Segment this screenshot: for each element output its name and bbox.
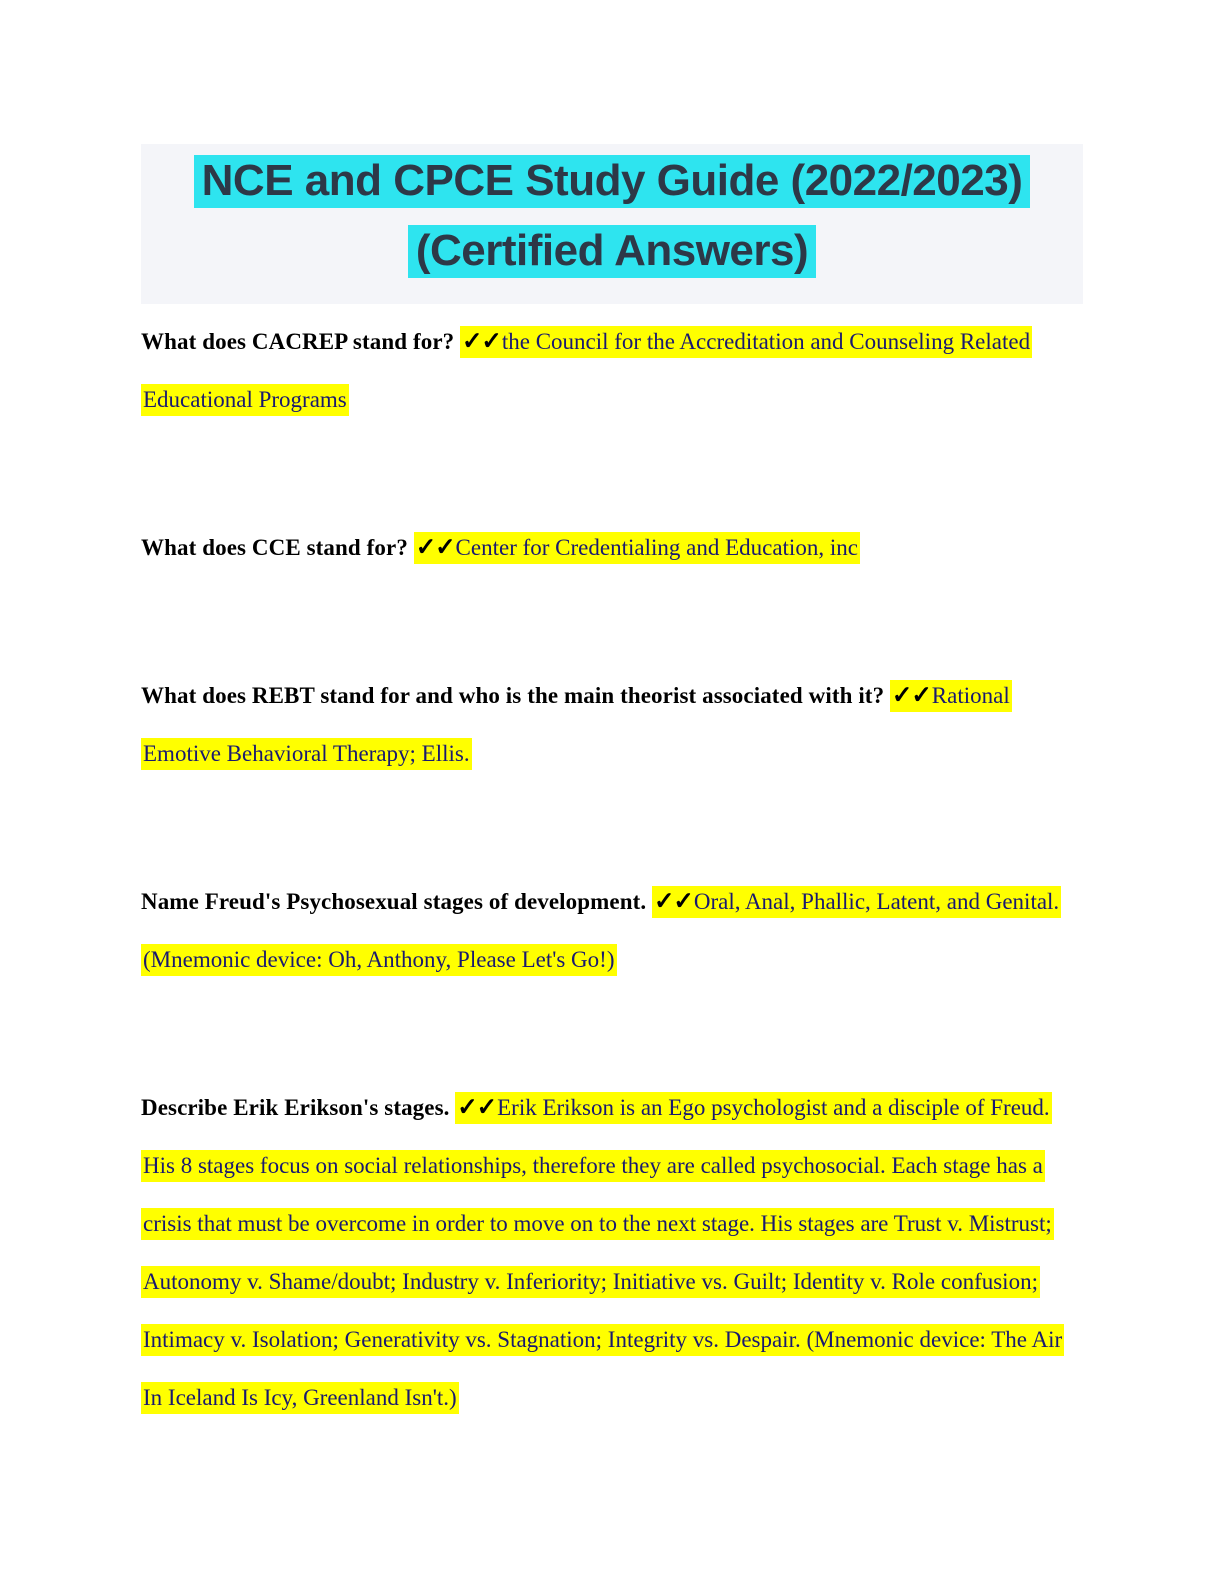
title-highlight: (Certified Answers) xyxy=(408,225,816,278)
qa-item-3 xyxy=(141,667,1083,783)
answer-text: the Council for the Accreditation and Counseling Related Educational Programs xyxy=(143,329,1031,412)
answer-text: Oral, Anal, Phallic, Latent, and Genital. (Mnemonic device: Oh, Anthony, Please Let's Go!) xyxy=(143,889,1060,972)
page-content xyxy=(141,144,1083,1427)
question-text: What does CACREP stand for? xyxy=(141,329,455,354)
page-title-line-2 xyxy=(141,216,1083,286)
question-text: Name Freud's Psychosexual stages of development. xyxy=(141,889,647,914)
qa-item-1 xyxy=(141,313,1083,429)
double-checkmark-icon: ✓✓ xyxy=(653,888,693,915)
qa-item-2 xyxy=(141,519,1083,577)
answer-text: Center for Credentialing and Education, inc xyxy=(455,535,858,560)
question-text: What does REBT stand for and who is the main theorist associated with it? xyxy=(141,683,885,708)
page-title-line-1 xyxy=(141,146,1083,216)
answer-highlight xyxy=(141,1092,1064,1414)
question-text: What does CCE stand for? xyxy=(141,535,408,560)
title-block xyxy=(141,144,1083,304)
double-checkmark-icon: ✓✓ xyxy=(457,1094,497,1121)
answer-highlight xyxy=(414,532,860,564)
qa-item-4 xyxy=(141,873,1083,989)
answer-text: Rational Emotive Behavioral Therapy; Ellis. xyxy=(143,683,1010,766)
double-checkmark-icon: ✓✓ xyxy=(415,534,455,561)
title-highlight: NCE and CPCE Study Guide (2022/2023) xyxy=(194,155,1031,208)
double-checkmark-icon: ✓✓ xyxy=(891,682,931,709)
qa-item-5 xyxy=(141,1079,1083,1427)
answer-text: Erik Erikson is an Ego psychologist and a disciple of Freud. His 8 stages focus on social relationships, therefore they are called psychosocial. Each stage has a crisis that must be overcome in order to move on to the next stage. His stages are Trust v. Mistrust; Autonomy v. Shame/doubt; Industry v. Inferiority; Initiative vs. Guilt; Identity v. Role confusion; Intimacy v. Isolation; Generativity vs. Stagnation; Integrity vs. Despair. (Mnemonic device: The Air In Iceland Is Icy, Greenland Isn't.) xyxy=(143,1095,1063,1410)
qa-list xyxy=(141,310,1083,1427)
double-checkmark-icon: ✓✓ xyxy=(461,328,501,355)
question-text: Describe Erik Erikson's stages. xyxy=(141,1095,450,1120)
